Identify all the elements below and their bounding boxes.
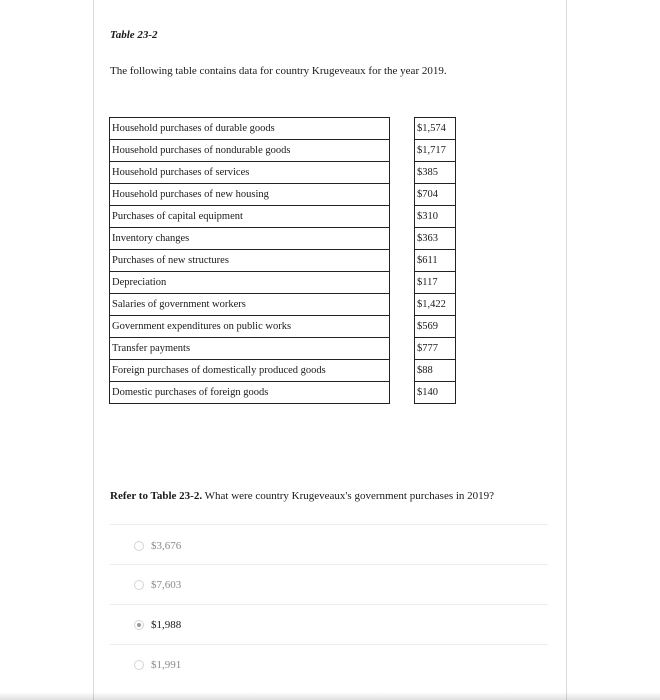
row-label: Household purchases of services (110, 162, 390, 184)
row-label: Government expenditures on public works (110, 316, 390, 338)
column-gap (390, 382, 415, 404)
column-gap (390, 250, 415, 272)
row-label: Domestic purchases of foreign goods (110, 382, 390, 404)
table-row (110, 250, 456, 272)
table-title: Table 23-2 (110, 29, 158, 41)
answer-label: $1,991 (151, 659, 182, 671)
question-body: What were country Krugeveaux's government purchases in 2019? (202, 490, 495, 502)
radio-button[interactable] (134, 580, 144, 590)
column-gap (390, 360, 415, 382)
row-label: Inventory changes (110, 228, 390, 250)
row-value: $611 (415, 250, 456, 272)
row-label: Household purchases of nondurable goods (110, 140, 390, 162)
column-gap (390, 228, 415, 250)
row-label: Foreign purchases of domestically produced goods (110, 360, 390, 382)
intro-text: The following table contains data for country Krugeveaux for the year 2019. (110, 65, 447, 77)
row-value: $1,717 (415, 140, 456, 162)
table-row (110, 140, 456, 162)
answer-label: $7,603 (151, 579, 182, 591)
column-gap (390, 162, 415, 184)
column-gap (390, 118, 415, 140)
question-reference: Refer to Table 23-2. (110, 490, 203, 502)
data-table (109, 117, 456, 404)
page-bottom-shadow (0, 692, 660, 700)
column-gap (390, 140, 415, 162)
column-gap (390, 184, 415, 206)
question-text (110, 490, 494, 502)
row-value: $1,574 (415, 118, 456, 140)
row-value: $777 (415, 338, 456, 360)
row-label: Household purchases of durable goods (110, 118, 390, 140)
row-value: $117 (415, 272, 456, 294)
column-gap (390, 338, 415, 360)
answer-option-1[interactable] (134, 539, 181, 553)
row-label: Transfer payments (110, 338, 390, 360)
divider (110, 524, 548, 525)
table-row (110, 118, 456, 140)
row-value: $704 (415, 184, 456, 206)
radio-button[interactable] (134, 660, 144, 670)
row-value: $140 (415, 382, 456, 404)
answer-option-3[interactable] (134, 618, 181, 632)
table-row (110, 360, 456, 382)
table-row (110, 162, 456, 184)
radio-button-selected[interactable] (134, 620, 144, 630)
row-label: Depreciation (110, 272, 390, 294)
selected-dot-icon (137, 623, 141, 627)
row-value: $569 (415, 316, 456, 338)
divider (110, 564, 548, 565)
row-label: Household purchases of new housing (110, 184, 390, 206)
row-value: $385 (415, 162, 456, 184)
answer-option-2[interactable] (134, 578, 181, 592)
table-row (110, 184, 456, 206)
table-row (110, 382, 456, 404)
answer-option-4[interactable] (134, 658, 181, 672)
row-value: $310 (415, 206, 456, 228)
answer-label: $3,676 (151, 540, 182, 552)
table-row (110, 338, 456, 360)
column-gap (390, 316, 415, 338)
row-value: $88 (415, 360, 456, 382)
table-row (110, 228, 456, 250)
table-row (110, 316, 456, 338)
row-label: Purchases of capital equipment (110, 206, 390, 228)
divider (110, 604, 548, 605)
table-row (110, 272, 456, 294)
row-value: $363 (415, 228, 456, 250)
column-gap (390, 206, 415, 228)
row-value: $1,422 (415, 294, 456, 316)
column-gap (390, 294, 415, 316)
column-gap (390, 272, 415, 294)
row-label: Purchases of new structures (110, 250, 390, 272)
row-label: Salaries of government workers (110, 294, 390, 316)
table-row (110, 294, 456, 316)
radio-button[interactable] (134, 541, 144, 551)
table-row (110, 206, 456, 228)
divider (110, 644, 548, 645)
answer-label: $1,988 (151, 619, 182, 631)
